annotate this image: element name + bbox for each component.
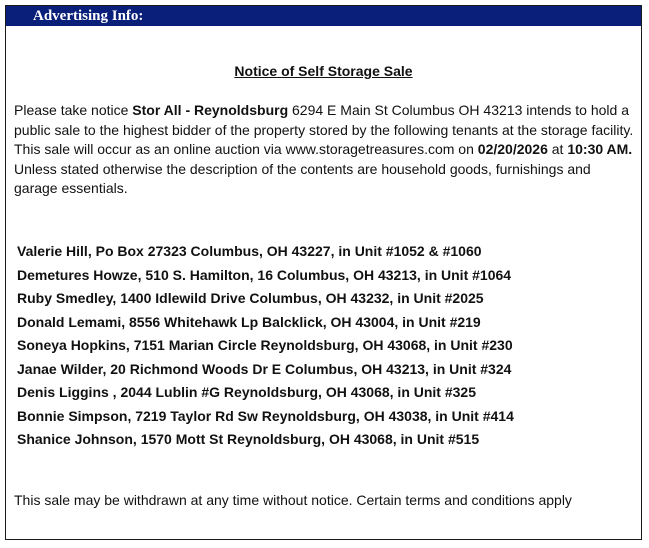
notice-title: Notice of Self Storage Sale	[234, 63, 413, 79]
tenant-entry: Soneya Hopkins, 7151 Marian Circle Reynoldsburg, OH 43068, in Unit #230	[17, 337, 513, 353]
intro-text-2: 6294 E Main St Columbus OH 43213 intends to hold a public sale to the highest bidder of the property stored by the following tenants at the storage facility. This sale will occur as an online auction via www.storagetreasures.com on	[14, 102, 634, 157]
tenant-entry: Denis Liggins , 2044 Lublin #G Reynoldsburg, OH 43068, in Unit #325	[17, 384, 477, 400]
sale-time: 10:30 AM.	[567, 141, 633, 157]
panel-header-title: Advertising Info:	[6, 6, 641, 26]
advertising-info-panel	[5, 5, 642, 540]
intro-text-3: at	[547, 141, 568, 157]
tenant-list	[17, 240, 514, 452]
sale-date: 02/20/2026	[477, 141, 548, 157]
intro-text-4: Unless stated otherwise the description of the contents are household goods, furnishings and garage essentials.	[14, 160, 591, 196]
notice-intro-paragraph	[14, 101, 636, 199]
facility-name: Stor All - Reynoldsburg	[132, 102, 289, 118]
tenant-entry: Valerie Hill, Po Box 27323 Columbus, OH 43227, in Unit #1052 & #1060	[17, 243, 482, 259]
tenant-entry: Janae Wilder, 20 Richmond Woods Dr E Columbus, OH 43213, in Unit #324	[17, 360, 512, 377]
tenant-entry: Donald Lemami, 8556 Whitehawk Lp Balcklick, OH 43004, in Unit #219	[17, 313, 481, 330]
tenant-entry: Demetures Howze, 510 S. Hamilton, 16 Columbus, OH 43213, in Unit #1064	[17, 266, 512, 283]
terms-disclaimer: This sale may be withdrawn at any time without notice. Certain terms and conditions apply	[14, 492, 572, 508]
tenant-entry: Ruby Smedley, 1400 Idlewild Drive Columbus, OH 43232, in Unit #2025	[17, 290, 484, 306]
tenant-entry: Bonnie Simpson, 7219 Taylor Rd Sw Reynoldsburg, OH 43038, in Unit #414	[17, 407, 514, 424]
tenant-entry: Shanice Johnson, 1570 Mott St Reynoldsburg, OH 43068, in Unit #515	[17, 431, 480, 447]
intro-text-1: Please take notice	[14, 102, 133, 118]
